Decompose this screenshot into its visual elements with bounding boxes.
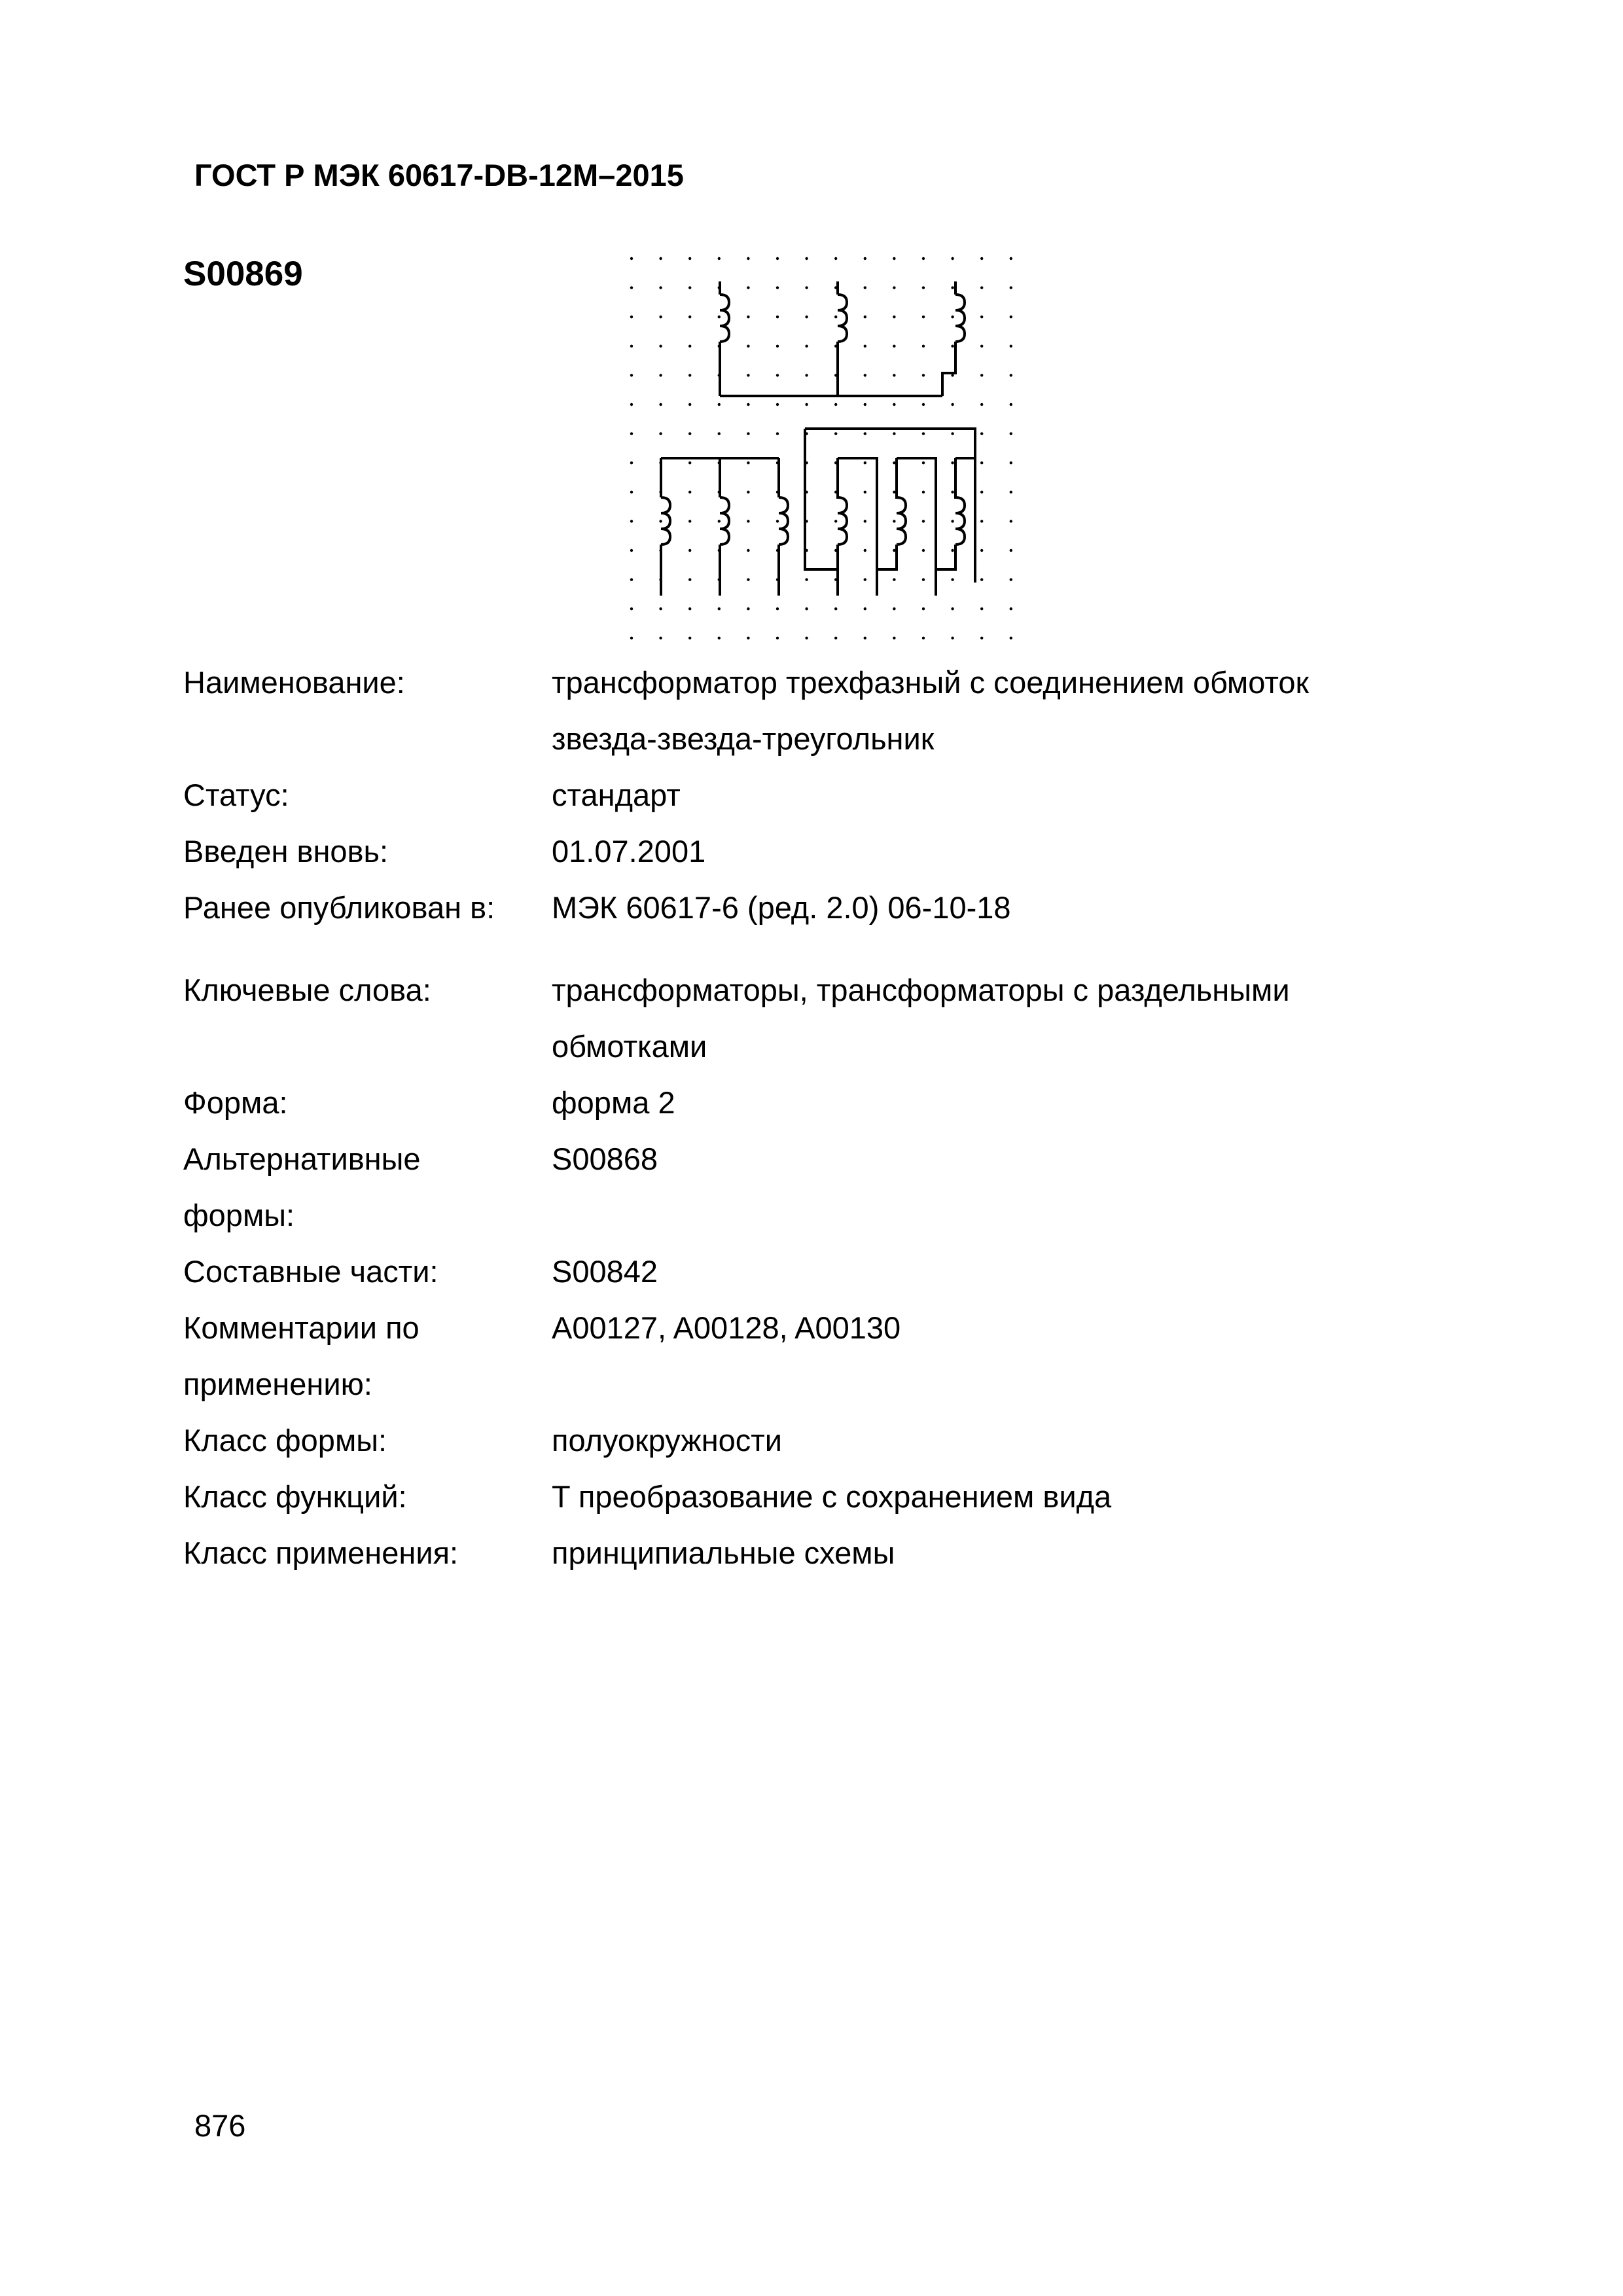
grid-dot [747,403,749,406]
grid-dot [659,403,662,406]
grid-dot [776,315,779,318]
grid-dot [893,637,895,639]
property-label: Статус: [183,778,289,812]
grid-dot [688,315,691,318]
grid-dot [951,637,954,639]
grid-dot [688,549,691,552]
property-value: S00842 [552,1254,658,1289]
property-label: Комментарии по [183,1310,419,1345]
grid-dot [630,257,633,260]
grid-dot [776,403,779,406]
grid-dot [864,286,866,289]
grid-dot [747,491,749,493]
secondary-winding-1 [661,458,670,596]
grid-dot [834,432,837,435]
symbol-code: S00869 [183,255,303,293]
grid-dot [747,637,749,639]
grid-dot [659,345,662,348]
grid-dot [893,491,895,493]
property-row-keywords [0,962,1623,1021]
grid-dot [1010,345,1012,348]
grid-dot [805,286,808,289]
grid-dot [805,257,808,260]
grid-dot [747,345,749,348]
property-label: Форма: [183,1085,288,1120]
grid-dot [951,520,954,522]
grid-dot [864,637,866,639]
grid-dot [805,345,808,348]
property-value: МЭК 60617-6 (ред. 2.0) 06-10-18 [552,890,1011,925]
grid-dot [980,578,983,581]
grid-dot [747,374,749,376]
property-label: Ключевые слова: [183,973,431,1007]
grid-dot [893,432,895,435]
property-label: Класс формы: [183,1423,387,1458]
property-label: Альтернативные [183,1141,421,1176]
grid-dot [630,374,633,376]
grid-dot [980,637,983,639]
grid-dot [1010,374,1012,376]
grid-dot [747,315,749,318]
grid-dot [776,520,779,522]
primary-windings [720,281,965,396]
grid-dot [922,345,925,348]
property-row-keywords-continued [0,1018,1623,1077]
grid-dot [980,286,983,289]
property-row-function-class [0,1469,1623,1528]
grid-dot [1010,637,1012,639]
grid-dot [747,520,749,522]
grid-dot [659,286,662,289]
grid-dot [922,257,925,260]
grid-dot [951,403,954,406]
grid-dot [980,607,983,610]
grid-dot [1010,461,1012,464]
property-row-components [0,1244,1623,1302]
grid-dot [688,374,691,376]
grid-dot [864,461,866,464]
grid-dot [864,315,866,318]
grid-dot [659,607,662,610]
grid-dot [805,607,808,610]
tertiary-winding-3 [936,458,975,569]
property-label: Составные части: [183,1254,438,1289]
grid-dot [922,520,925,522]
grid-dot [776,345,779,348]
grid-dot [834,637,837,639]
grid-dot [893,257,895,260]
property-row-alternative-forms-continued [0,1187,1623,1246]
primary-winding-2 [838,295,847,396]
grid-dot [893,520,895,522]
grid-dot [893,549,895,552]
grid-dot [688,607,691,610]
grid-dot [1010,491,1012,493]
property-label: Наименование: [183,665,405,700]
grid-dot [922,578,925,581]
grid-dot [864,403,866,406]
grid-dot [747,549,749,552]
secondary-winding-3 [779,458,788,596]
grid-dot [718,607,721,610]
property-value-line2: обмотками [552,1029,707,1064]
tertiary-winding-2 [877,458,936,569]
grid-dot [630,403,633,406]
transformer-symbol-figure [609,242,1027,641]
grid-dot [834,520,837,522]
property-row-introduced [0,823,1623,882]
property-row-form [0,1075,1623,1134]
grid-dot [630,607,633,610]
property-row-shape-class [0,1412,1623,1471]
property-label-line2: применению: [183,1367,372,1401]
property-value: A00127, A00128, A00130 [552,1310,901,1345]
grid-dot [630,578,633,581]
grid-dot [893,315,895,318]
grid-dot [688,461,691,464]
grid-dot [1010,432,1012,435]
grid-dot [659,257,662,260]
primary-leads [720,281,955,295]
grid-dot [951,432,954,435]
grid-dot [922,403,925,406]
delta-outer-loop [805,429,975,583]
grid-dot [864,578,866,581]
grid-dot [864,432,866,435]
grid-dot [834,607,837,610]
page-number: 876 [194,2108,246,2143]
grid-dot [834,315,837,318]
grid-dot [805,578,808,581]
grid-dot [718,637,721,639]
property-row-alternative-forms [0,1131,1623,1190]
grid-dot [864,549,866,552]
grid-dot [805,403,808,406]
grid-dot [776,374,779,376]
property-label: Класс применения: [183,1535,459,1570]
grid-dot [922,637,925,639]
grid-dot [630,432,633,435]
grid-dot [922,461,925,464]
property-row-application-class [0,1525,1623,1584]
grid-dot [659,432,662,435]
grid-dot [776,432,779,435]
grid-dot [893,461,895,464]
property-row-name [0,655,1623,713]
grid-dot [776,286,779,289]
grid-dot [951,578,954,581]
grid-dot [1010,549,1012,552]
grid-dot [922,432,925,435]
grid-dot [922,286,925,289]
grid-dot [951,286,954,289]
grid-dot [922,315,925,318]
property-value-line2: звезда-звезда-треугольник [552,721,935,756]
grid-dot [688,257,691,260]
property-row-application-notes [0,1300,1623,1359]
grid-dot [718,403,721,406]
property-label: Введен вновь: [183,834,389,869]
grid-dot [951,315,954,318]
grid-dot [630,461,633,464]
grid-dot [1010,578,1012,581]
grid-dot [980,520,983,522]
grid-dot [864,607,866,610]
grid-dot [630,345,633,348]
grid-dot [630,286,633,289]
grid-dot [893,286,895,289]
grid-dot [951,491,954,493]
grid-dot [805,315,808,318]
tertiary-leads [877,569,936,596]
grid-dot [805,374,808,376]
tertiary-delta-windings [805,429,975,596]
property-value: трансформатор трехфазный с соединением обмоток [552,665,1310,700]
grid-dot [747,286,749,289]
grid-dot [1010,315,1012,318]
grid-dot [980,549,983,552]
dot-grid [630,257,1027,639]
property-row-application-notes-continued [0,1356,1623,1415]
grid-dot [747,461,749,464]
grid-dot [747,257,749,260]
grid-dot [1010,520,1012,522]
property-value: трансформаторы, трансформаторы с раздельными [552,973,1290,1007]
grid-dot [893,403,895,406]
grid-dot [747,432,749,435]
grid-dot [718,257,721,260]
grid-dot [630,520,633,522]
grid-dot [980,491,983,493]
grid-dot [776,637,779,639]
grid-dot [630,549,633,552]
grid-dot [659,374,662,376]
grid-dot [1010,607,1012,610]
grid-dot [659,315,662,318]
grid-dot [718,315,721,318]
grid-dot [776,257,779,260]
grid-dot [834,257,837,260]
grid-dot [776,607,779,610]
grid-dot [864,491,866,493]
grid-dot [951,549,954,552]
grid-dot [951,461,954,464]
property-row-name-continued [0,711,1623,770]
property-value: принципиальные схемы [552,1535,895,1570]
grid-dot [688,345,691,348]
grid-dot [630,315,633,318]
property-value: полуокружности [552,1423,783,1458]
grid-dot [688,432,691,435]
grid-dot [630,637,633,639]
grid-dot [893,607,895,610]
property-value: стандарт [552,778,681,812]
grid-dot [805,637,808,639]
grid-dot [980,461,983,464]
grid-dot [893,578,895,581]
grid-dot [1010,257,1012,260]
property-row-status [0,767,1623,826]
grid-dot [951,345,954,348]
grid-dot [688,491,691,493]
grid-dot [688,403,691,406]
grid-dot [1010,286,1012,289]
grid-dot [980,345,983,348]
grid-dot [980,257,983,260]
grid-dot [951,607,954,610]
grid-dot [630,491,633,493]
grid-dot [1010,403,1012,406]
property-value: 01.07.2001 [552,834,706,869]
grid-dot [688,637,691,639]
grid-dot [659,637,662,639]
grid-dot [688,520,691,522]
primary-winding-1 [720,295,729,396]
document-header-title: ГОСТ Р МЭК 60617-DB-12M–2015 [194,158,684,192]
grid-dot [864,345,866,348]
grid-dot [864,520,866,522]
grid-dot [718,432,721,435]
tertiary-winding-1 [838,458,877,596]
property-label: Класс функций: [183,1479,407,1514]
grid-dot [893,374,895,376]
property-label: Ранее опубликован в: [183,890,495,925]
property-value: T преобразование с сохранением вида [552,1479,1112,1514]
property-row-previously-published [0,880,1623,939]
grid-dot [922,374,925,376]
grid-dot [688,578,691,581]
grid-dot [864,257,866,260]
grid-dot [980,432,983,435]
grid-dot [864,374,866,376]
grid-dot [718,520,721,522]
secondary-star-windings [661,458,788,596]
grid-dot [834,403,837,406]
grid-dot [980,315,983,318]
property-label-line2: формы: [183,1198,295,1232]
grid-dot [747,607,749,610]
grid-dot [922,549,925,552]
property-value: форма 2 [552,1085,675,1120]
grid-dot [980,403,983,406]
secondary-winding-2 [720,458,729,596]
grid-dot [688,286,691,289]
grid-dot [659,520,662,522]
grid-dot [922,491,925,493]
grid-dot [951,257,954,260]
property-value: S00868 [552,1141,658,1176]
grid-dot [980,374,983,376]
grid-dot [893,345,895,348]
grid-dot [747,578,749,581]
grid-dot [922,607,925,610]
